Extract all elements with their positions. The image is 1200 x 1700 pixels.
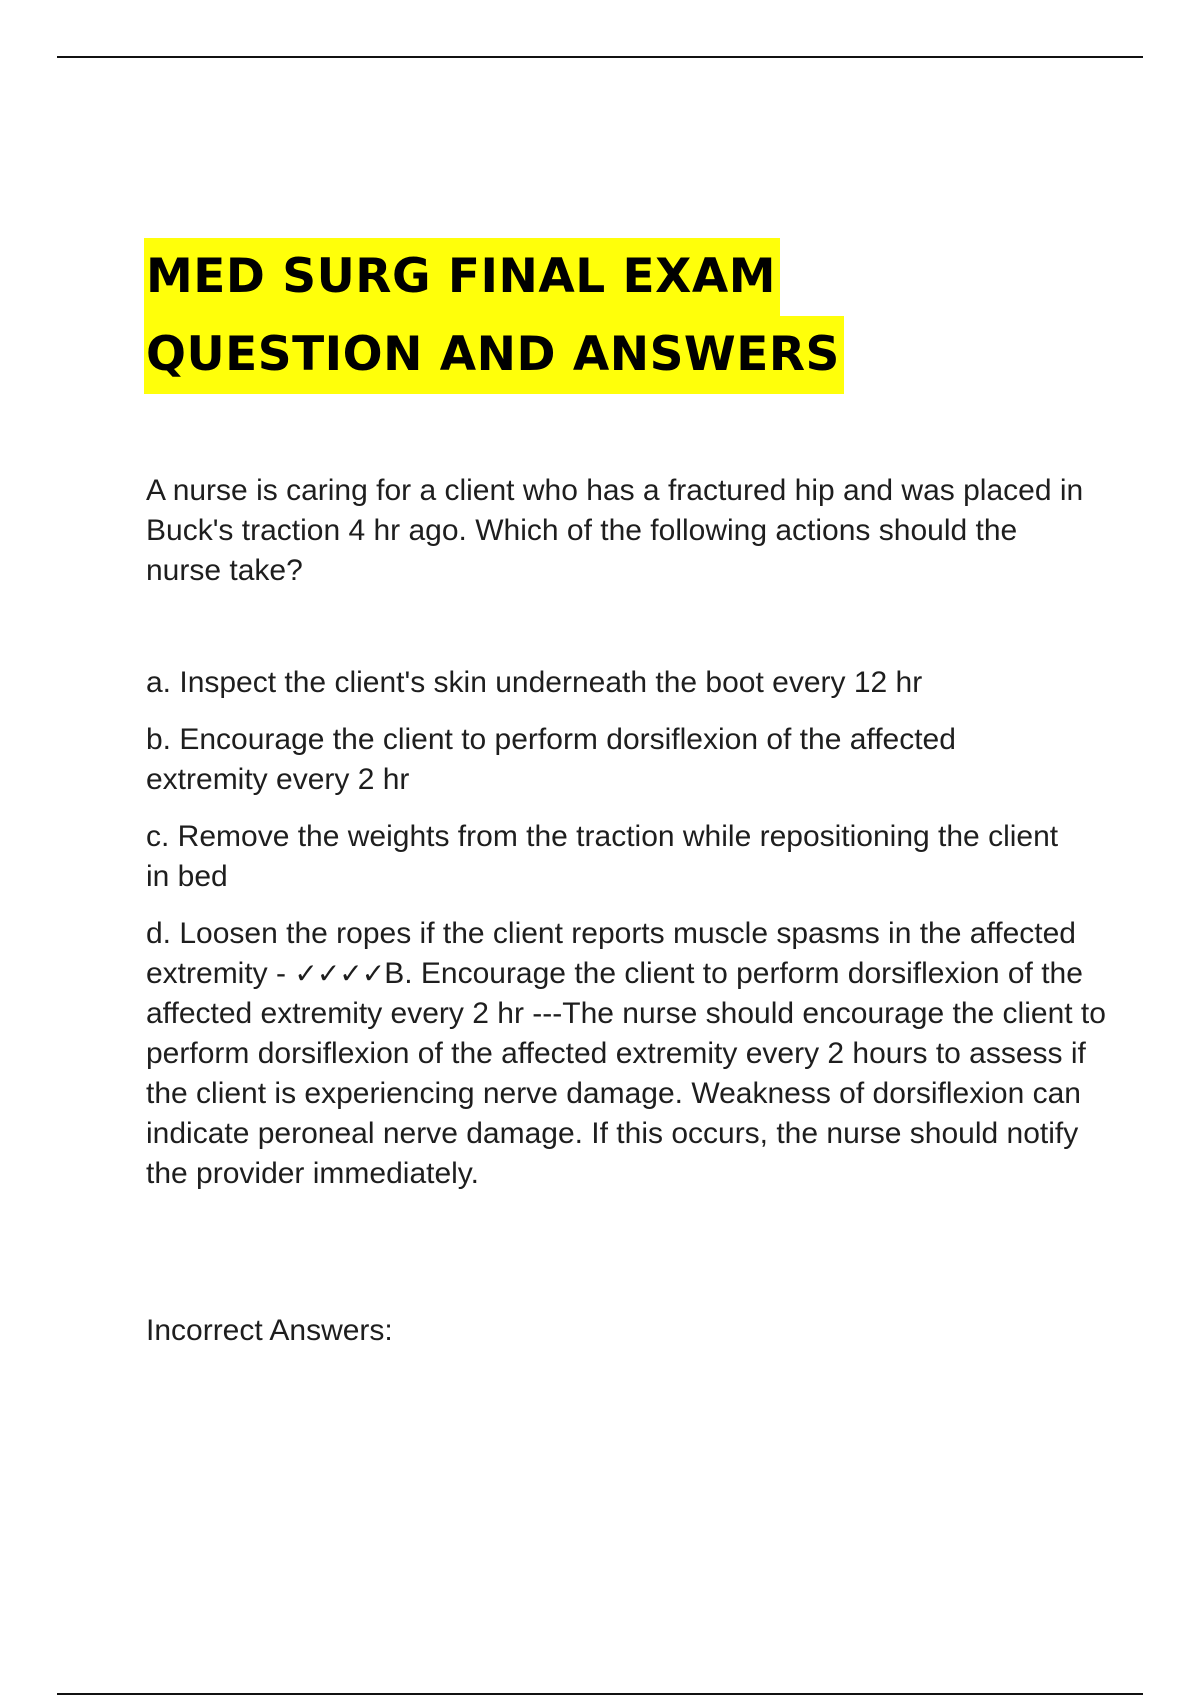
bottom-rule [57,1693,1143,1695]
title-line-1: MED SURG FINAL EXAM [144,238,780,316]
incorrect-answers-label: Incorrect Answers: [146,1314,393,1347]
option-b: b. Encourage the client to perform dorsiflexion of the affected extremity every 2 hr [146,723,956,796]
option-c: c. Remove the weights from the traction while repositioning the client in bed [146,820,1059,893]
question-text: A nurse is caring for a client who has a fractured hip and was placed in Buck's traction 4 hr ago. Which of the following actions should the nurse take? [146,474,1084,587]
option-d-with-answer [146,914,1106,1194]
answer-rationale: B. Encourage the client to perform dorsiflexion of the affected extremity every 2 hr ---The nurse should encourage the client to perform dorsiflexion of the affected extremity every 2 hours to assess if the client is experiencing nerve damage. Weakness of dorsiflexion can indicate peroneal nerve damage. If this occurs, the nurse should notify the provider immediately. [146,957,1106,1190]
title-line-2: QUESTION AND ANSWERS [144,316,844,394]
top-rule [57,56,1143,58]
option-a: a. Inspect the client's skin underneath the boot every 12 hr [146,666,923,699]
answer-check-marks: ✓✓✓✓ [294,957,385,990]
document-title [146,238,844,394]
option-d: d. Loosen the ropes if the client reports muscle spasms in the affected extremity - [146,917,1076,990]
